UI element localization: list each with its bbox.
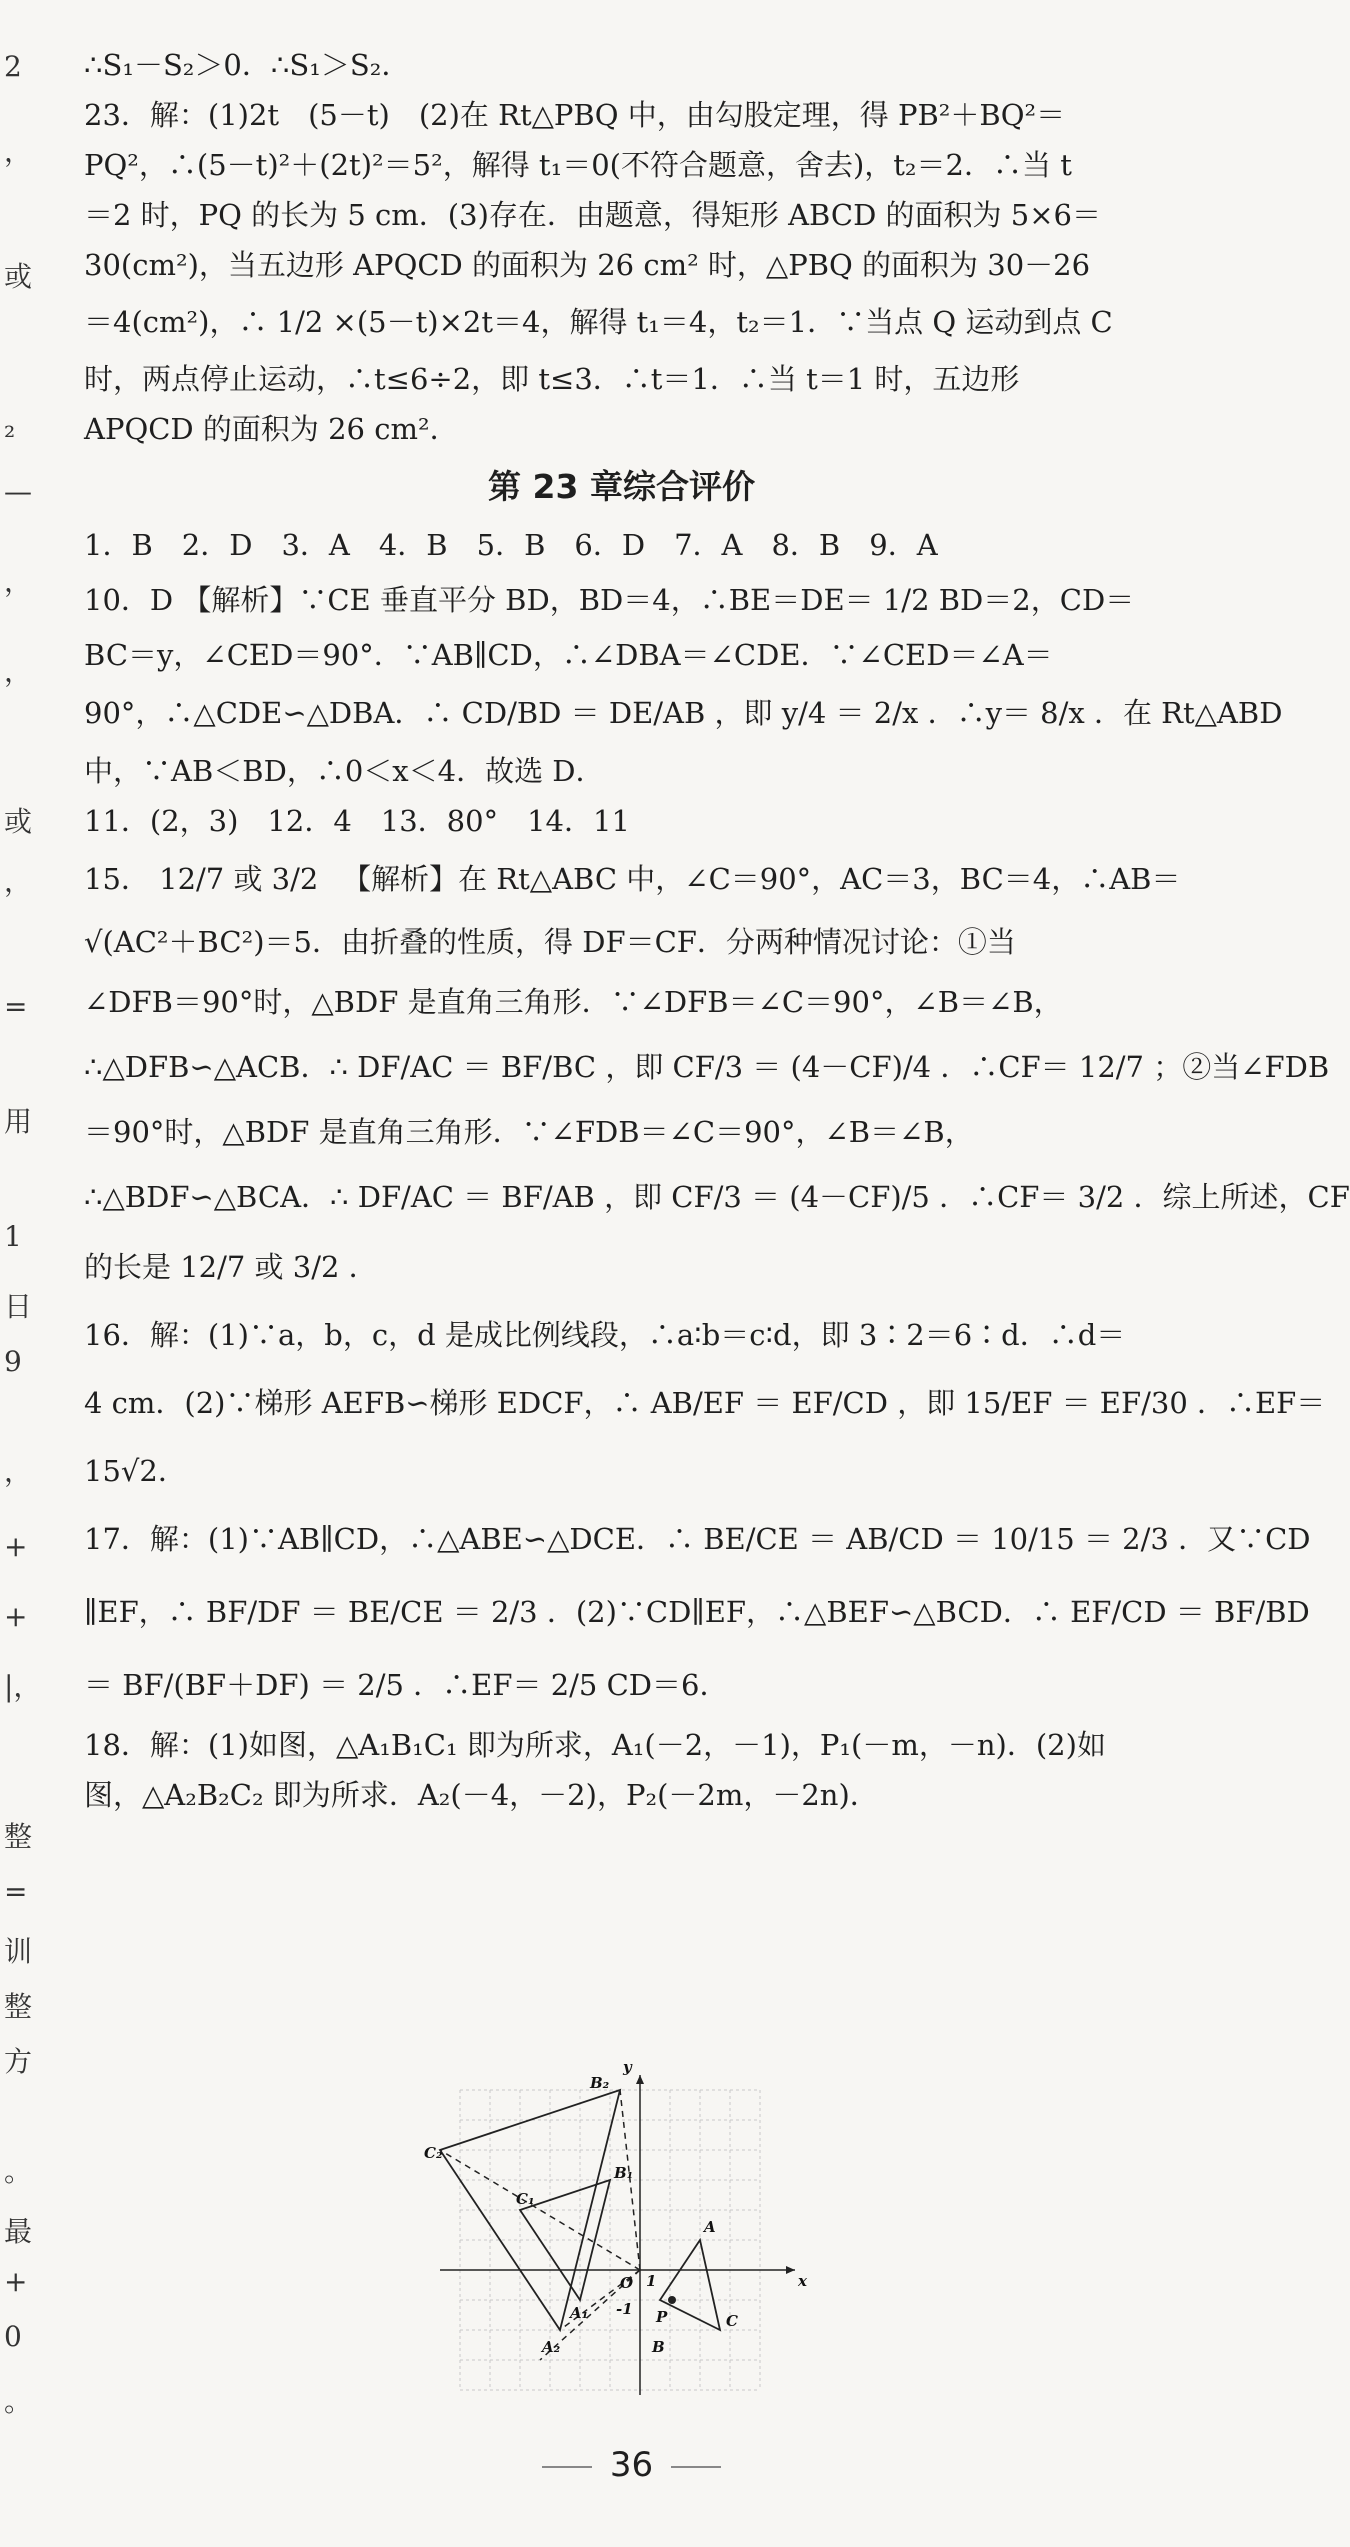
text-line: ∴△DFB∽△ACB．∴ DF/AC ＝ BF/BC ，即 CF/3 ＝ (4－CF)/4 ．∴CF＝ 12/7 ；②当∠FDB (84, 1050, 1330, 1084)
gutter-char: 整 (4, 1990, 33, 2023)
gutter-char: 整 (4, 1820, 33, 1853)
text-line: ＝2 时，PQ 的长为 5 cm．(3)存在．由题意，得矩形 ABCD 的面积为 5×6＝ (84, 198, 1101, 232)
gutter-char: ， (4, 565, 33, 598)
gutter-char: + (4, 1530, 28, 1563)
label-b: B (652, 2338, 665, 2356)
gutter-char: 2 (4, 50, 22, 83)
gutter-char: ， (4, 1455, 33, 1488)
problem-15-line: 15． 12/7 或 3/2 【解析】在 Rt△ABC 中，∠C＝90°，AC＝3，BC＝4，∴AB＝ (84, 862, 1181, 896)
text-line: ＝4(cm²)，∴ 1/2 ×(5－t)×2t＝4，解得 t₁＝4，t₂＝1．∵当点 Q 运动到点 C (84, 305, 1113, 339)
text-line: 时，两点停止运动，∴t≤6÷2，即 t≤3．∴t＝1．∴当 t＝1 时，五边形 (84, 362, 1020, 396)
triangle-abc (660, 2240, 720, 2330)
gutter-char: |， (4, 1670, 42, 1703)
text-line: √(AC²＋BC²)＝5．由折叠的性质，得 DF＝CF．分两种情况讨论：①当 (84, 925, 1016, 959)
gutter-char: 。 (4, 2155, 33, 2188)
dash-right (671, 2466, 721, 2468)
dash-left (542, 2466, 592, 2468)
fill-answers-line: 11．(2，3) 12．4 13．80° 14．11 (84, 804, 630, 838)
label-a1: A₁ (570, 2304, 589, 2322)
gutter-char: 方 (4, 2045, 33, 2078)
label-a: A (704, 2218, 716, 2236)
triangle-transform-diagram (420, 2060, 820, 2400)
problem-23-line: 23．解：(1)2t (5－t) (2)在 Rt△PBQ 中，由勾股定理，得 PB²＋BQ²＝ (84, 98, 1066, 132)
gutter-char: 用 (4, 1105, 33, 1138)
coordinate-figure (420, 2060, 820, 2400)
gutter-char: = (4, 990, 28, 1023)
text-line: ＝90°时，△BDF 是直角三角形．∵∠FDB＝∠C＝90°，∠B＝∠B， (84, 1115, 974, 1149)
label-p: P (656, 2308, 668, 2326)
gutter-char: — (4, 475, 32, 508)
gutter-char: ， (4, 865, 33, 898)
text-line: APQCD 的面积为 26 cm²． (84, 412, 459, 446)
text-line: ∠DFB＝90°时，△BDF 是直角三角形．∵∠DFB＝∠C＝90°，∠B＝∠B， (84, 985, 1063, 1019)
gutter-char: 1 (4, 1220, 22, 1253)
label-origin: O (620, 2274, 634, 2292)
label-a2: A₂ (542, 2338, 561, 2356)
gutter-char: 日 (4, 1290, 33, 1323)
gutter-char: 。 (4, 2385, 33, 2418)
label-c: C (726, 2312, 738, 2330)
gutter-char: 0 (4, 2320, 22, 2353)
text-line: ＝ BF/(BF＋DF) ＝ 2/5 ．∴EF＝ 2/5 CD＝6． (84, 1668, 729, 1702)
gutter-char: 最 (4, 2215, 33, 2248)
gutter-char: ² (4, 420, 16, 453)
grid-lines (460, 2090, 760, 2390)
label-c1: C₁ (516, 2190, 535, 2208)
text-line: 的长是 12/7 或 3/2 ． (84, 1250, 378, 1284)
label-b1: B₁ (614, 2164, 634, 2182)
problem-17-line: 17．解：(1)∵AB∥CD，∴△ABE∽△DCE．∴ BE/CE ＝ AB/CD ＝ 10/15 ＝ 2/3 ．又∵CD (84, 1522, 1311, 1556)
problem-16-line: 16．解：(1)∵a，b，c，d 是成比例线段，∴a∶b＝c∶d，即 3∶2＝6∶d．∴d＝ (84, 1318, 1126, 1352)
label-c2: C₂ (424, 2144, 443, 2162)
text-line: ∴S₁－S₂＞0．∴S₁＞S₂． (84, 48, 411, 82)
gutter-char: + (4, 1600, 28, 1633)
problem-10-line: 10．D 【解析】∵CE 垂直平分 BD，BD＝4，∴BE＝DE＝ 1/2 BD＝2，CD＝ (84, 583, 1135, 617)
chapter-heading: 第 23 章综合评价 (488, 467, 755, 506)
text-line: 4 cm．(2)∵梯形 AEFB∽梯形 EDCF，∴ AB/EF ＝ EF/CD ，即 15/EF ＝ EF/30 ．∴EF＝ (84, 1386, 1326, 1420)
text-line: PQ²，∴(5－t)²＋(2t)²＝5²，解得 t₁＝0(不符合题意，舍去)，t₂＝2．∴当 t (84, 148, 1072, 182)
page-number-value: 36 (609, 2445, 654, 2485)
gutter-char: 9 (4, 1345, 22, 1378)
label-minus-one: -1 (616, 2300, 633, 2318)
text-line: BC＝y，∠CED＝90°．∵AB∥CD，∴∠DBA＝∠CDE．∵∠CED＝∠A＝ (84, 638, 1053, 672)
text-line: ∥EF，∴ BF/DF ＝ BE/CE ＝ 2/3 ．(2)∵CD∥EF，∴△BEF∽△BCD．∴ EF/CD ＝ BF/BD (84, 1595, 1310, 1629)
text-line: 图，△A₂B₂C₂ 即为所求．A₂(－4，－2)，P₂(－2m，－2n)． (84, 1778, 879, 1812)
gutter-char: = (4, 1875, 28, 1908)
text-line: ∴△BDF∽△BCA．∴ DF/AC ＝ BF/AB ，即 CF/3 ＝ (4－CF)/5 ．∴CF＝ 3/2 ．综上所述，CF (84, 1180, 1350, 1214)
label-one: 1 (646, 2272, 657, 2290)
label-x: x (798, 2272, 807, 2290)
left-margin-cutoff (0, 0, 40, 2547)
gutter-char: 或 (4, 805, 33, 838)
text-line: 30(cm²)，当五边形 APQCD 的面积为 26 cm² 时，△PBQ 的面积为 30－26 (84, 248, 1091, 282)
point-p (668, 2296, 676, 2304)
y-axis-arrow-icon (636, 2075, 644, 2084)
x-axis-arrow-icon (786, 2266, 795, 2274)
label-b2: B₂ (590, 2074, 610, 2092)
gutter-char: 或 (4, 260, 33, 293)
label-y: y (623, 2058, 632, 2076)
gutter-char: 训 (4, 1935, 33, 1968)
gutter-char: + (4, 2265, 28, 2298)
page-number (0, 2445, 1263, 2485)
gutter-char: ， (4, 655, 33, 688)
text-line: 90°，∴△CDE∽△DBA．∴ CD/BD ＝ DE/AB ，即 y/4 ＝ 2/x ．∴y＝ 8/x ．在 Rt△ABD (84, 696, 1283, 730)
gutter-char: ， (4, 135, 33, 168)
answer-text-block (84, 40, 1350, 1820)
choice-answers-line: 1．B 2．D 3．A 4．B 5．B 6．D 7．A 8．B 9．A (84, 528, 938, 562)
text-line: 中，∵AB＜BD，∴0＜x＜4．故选 D． (84, 754, 605, 788)
text-line: 15√2． (84, 1454, 187, 1488)
problem-18-line: 18．解：(1)如图，△A₁B₁C₁ 即为所求，A₁(－2，－1)，P₁(－m，－n)．(2)如 (84, 1728, 1106, 1762)
